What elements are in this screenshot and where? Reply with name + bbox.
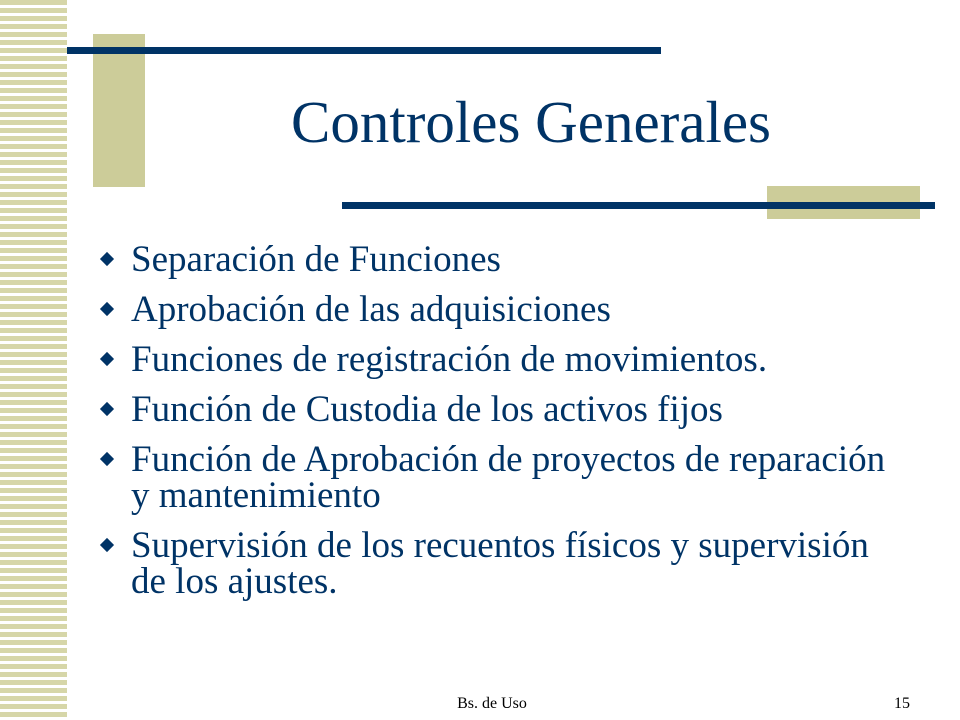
diamond-bullet-icon <box>100 402 114 416</box>
bullet-item <box>131 239 900 280</box>
slide-title: Controles Generales <box>290 89 772 155</box>
diamond-bullet-icon <box>100 252 114 266</box>
bullet-item <box>131 289 900 330</box>
bullet-text: Función de Custodia de los activos fijos <box>131 389 723 430</box>
bullet-item <box>131 339 900 380</box>
bullet-item <box>131 439 900 516</box>
bullet-item <box>131 525 900 602</box>
bullet-text: Función de Aprobación de proyectos de reparación y mantenimiento <box>131 439 886 516</box>
bullet-text: Separación de Funciones <box>131 239 501 280</box>
diamond-bullet-icon <box>100 302 114 316</box>
diamond-bullet-icon <box>100 352 114 366</box>
bullet-text: Funciones de registración de movimientos. <box>131 339 768 380</box>
title-accent-bar-bottom <box>342 202 935 209</box>
left-stripe-pattern <box>0 0 67 720</box>
title-accent-bar-top <box>67 47 661 54</box>
bullet-text: Supervisión de los recuentos físicos y supervisión de los ajustes. <box>131 525 869 602</box>
diamond-bullet-icon <box>100 452 114 466</box>
khaki-accent-block-top <box>93 34 145 187</box>
diamond-bullet-icon <box>100 538 114 552</box>
bullet-list <box>131 239 900 614</box>
footer-label: Bs. de Uso <box>457 695 527 712</box>
bullet-text: Aprobación de las adquisiciones <box>131 289 611 330</box>
bullet-item <box>131 389 900 430</box>
slide-page-number: 15 <box>894 695 910 712</box>
